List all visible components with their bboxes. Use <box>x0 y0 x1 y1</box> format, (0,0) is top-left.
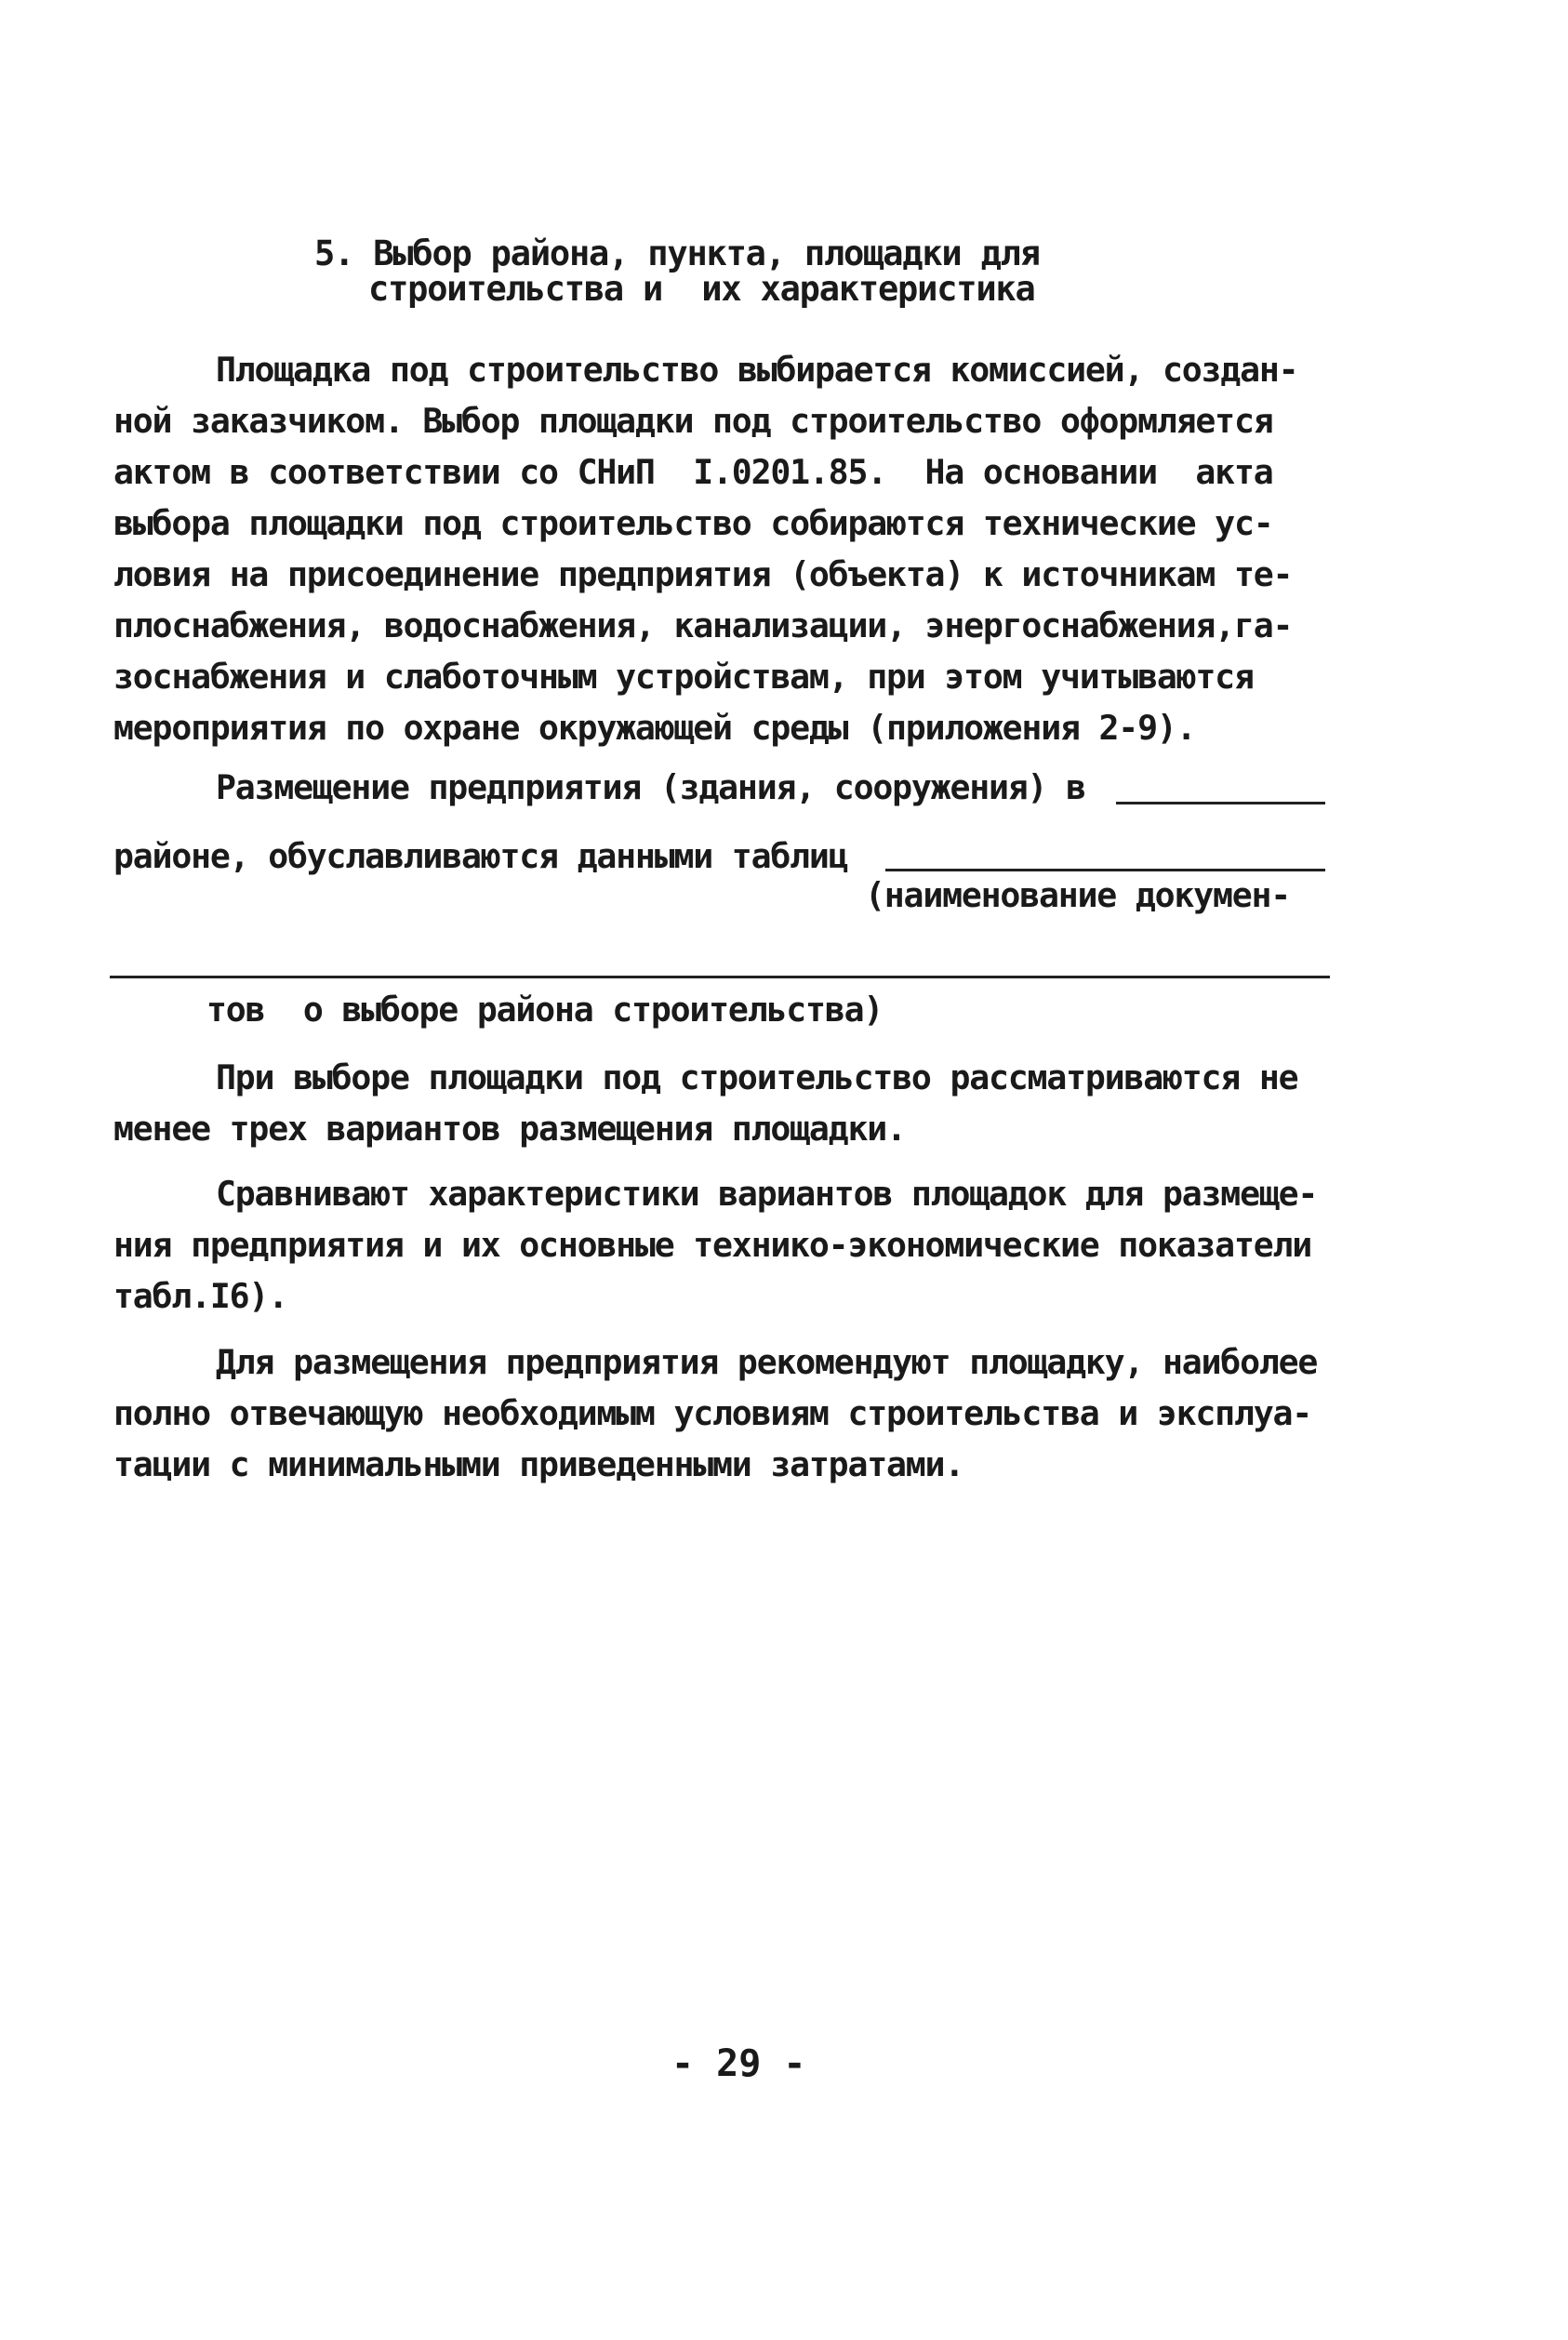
section-heading-line-1: 5. Выбор района, пункта, площадки для <box>314 233 1040 273</box>
blank-line-region <box>1116 802 1325 804</box>
caption-line-1: (наименование докумен- <box>865 875 1291 915</box>
paragraph-1-line-5: ловия на присоединение предприятия (объекта) к источникам те- <box>113 554 1293 594</box>
blank-line-document <box>110 976 1330 978</box>
paragraph-1-line-2: ной заказчиком. Выбор площадки под строительство оформляется <box>113 401 1273 441</box>
paragraph-3-line-1: При выборе площадки под строительство рассматриваются не <box>216 1057 1298 1097</box>
paragraph-3-line-2: менее трех вариантов размещения площадки. <box>113 1109 906 1149</box>
paragraph-1-line-1: Площадка под строительство выбирается комиссией, создан- <box>216 350 1298 390</box>
caption-line-2: тов о выборе района строительства) <box>206 990 884 1030</box>
paragraph-5-line-2: полно отвечающую необходимым условиям строительства и эксплуа- <box>113 1393 1312 1433</box>
paragraph-1-line-6: плоснабжения, водоснабжения, канализации, энергоснабжения,га- <box>113 605 1293 645</box>
blank-line-table <box>885 869 1325 871</box>
paragraph-4-line-1: Сравнивают характеристики вариантов площадок для размеще- <box>216 1174 1318 1214</box>
paragraph-1-line-7: зоснабжения и слаботочным устройствам, при этом учитываются <box>113 657 1254 697</box>
paragraph-4-line-3: табл.I6). <box>113 1276 287 1316</box>
page-number: - 29 - <box>671 2042 806 2085</box>
paragraph-2-line-1: Размещение предприятия (здания, сооружения) в <box>216 767 1085 807</box>
paragraph-1-line-4: выбора площадки под строительство собираются технические ус- <box>113 503 1273 543</box>
section-heading-line-2: строительства и их характеристика <box>368 269 1035 309</box>
paragraph-1-line-8: мероприятия по охране окружающей среды (приложения 2-9). <box>113 708 1196 748</box>
paragraph-5-line-3: тации с минимальными приведенными затратами. <box>113 1444 964 1484</box>
paragraph-2-line-2: районе, обуславливаются данными таблиц <box>113 836 848 876</box>
paragraph-4-line-2: ния предприятия и их основные технико-экономические показатели <box>113 1225 1312 1265</box>
paragraph-1-line-3: актом в соответствии со СНиП I.0201.85. На основании акта <box>113 452 1273 492</box>
paragraph-5-line-1: Для размещения предприятия рекомендуют площадку, наиболее <box>216 1342 1318 1382</box>
